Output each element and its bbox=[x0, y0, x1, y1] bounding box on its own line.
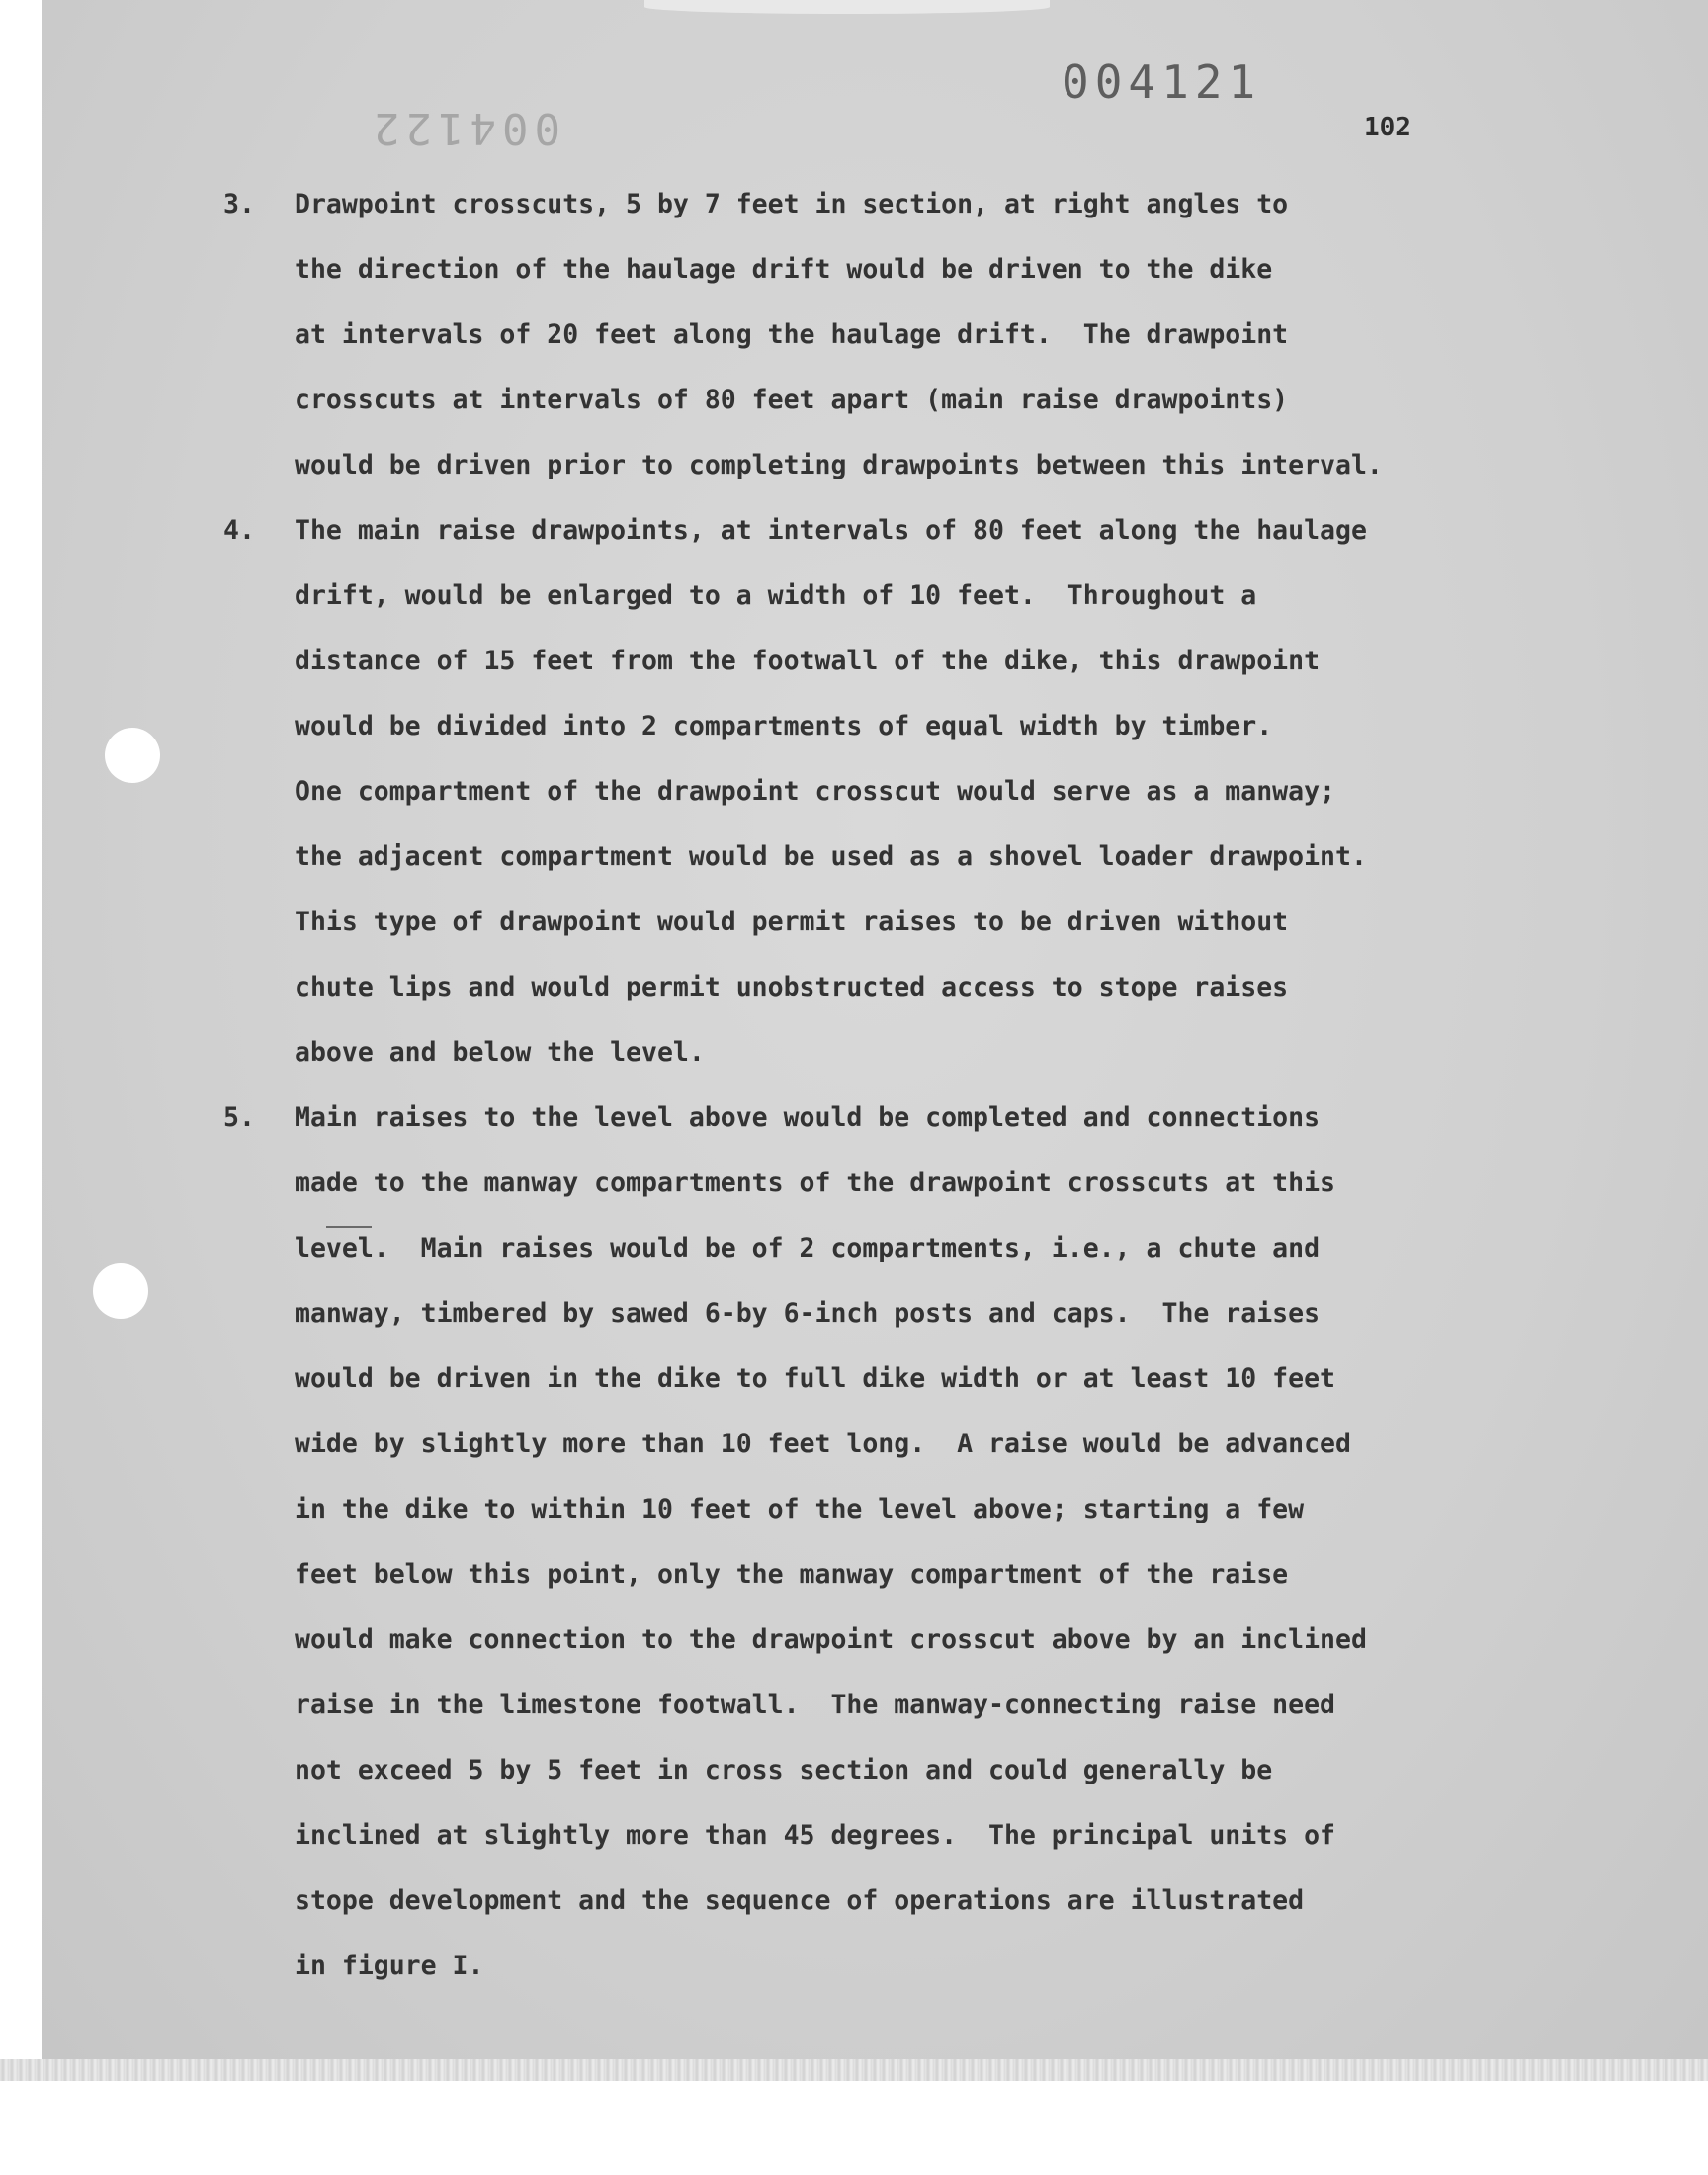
list-item-3 bbox=[223, 172, 1530, 498]
document-body bbox=[223, 172, 1530, 1999]
text-line: Drawpoint crosscuts, 5 by 7 feet in section, at right angles to bbox=[295, 189, 1289, 219]
item-number: 5. bbox=[223, 1102, 255, 1133]
text-line: in figure I. bbox=[295, 1951, 484, 1981]
text-line: One compartment of the drawpoint crosscut would serve as a manway; bbox=[295, 776, 1335, 807]
punch-hole-top bbox=[105, 728, 160, 783]
document-number-stamp: 004121 bbox=[1062, 55, 1262, 109]
text-line: crosscuts at intervals of 80 feet apart (main raise drawpoints) bbox=[295, 385, 1289, 415]
text-line: raise in the limestone footwall. The manway-connecting raise need bbox=[295, 1690, 1335, 1720]
list-item-5 bbox=[223, 1086, 1530, 1999]
text-line: would be driven in the dike to full dike width or at least 10 feet bbox=[295, 1363, 1335, 1394]
list-item-4 bbox=[223, 498, 1530, 1086]
text-line: not exceed 5 by 5 feet in cross section and could generally be bbox=[295, 1755, 1273, 1785]
item-number: 3. bbox=[223, 189, 255, 219]
text-line: Main raises to the level above would be completed and connections bbox=[295, 1102, 1321, 1133]
old-document-number-stamp: 004122 bbox=[368, 103, 560, 153]
text-line: in the dike to within 10 feet of the level above; starting a few bbox=[295, 1494, 1305, 1524]
text-line: distance of 15 feet from the footwall of the dike, this drawpoint bbox=[295, 646, 1321, 676]
text-line: wide by slightly more than 10 feet long. A raise would be advanced bbox=[295, 1429, 1351, 1459]
text-line: would be divided into 2 compartments of equal width by timber. bbox=[295, 711, 1273, 741]
page-number: 102 bbox=[1364, 113, 1410, 142]
item-number: 4. bbox=[223, 515, 255, 546]
text-line: stope development and the sequence of operations are illustrated bbox=[295, 1885, 1305, 1916]
text-line: inclined at slightly more than 45 degrees. The principal units of bbox=[295, 1820, 1335, 1851]
text-line: feet below this point, only the manway compartment of the raise bbox=[295, 1559, 1289, 1590]
text-line: made to the manway compartments of the drawpoint crosscuts at this bbox=[295, 1168, 1335, 1198]
punch-hole-bottom bbox=[93, 1263, 148, 1319]
scan-edge-band bbox=[0, 2059, 1708, 2081]
text-line: at intervals of 20 feet along the haulage drift. The drawpoint bbox=[295, 319, 1289, 350]
text-line: chute lips and would permit unobstructed access to stope raises bbox=[295, 972, 1289, 1002]
text-line: would be driven prior to completing drawpoints between this interval. bbox=[295, 450, 1383, 480]
text-line: The main raise drawpoints, at intervals of 80 feet along the haulage bbox=[295, 515, 1367, 546]
text-line: the adjacent compartment would be used as a shovel loader drawpoint. bbox=[295, 841, 1367, 872]
torn-edge bbox=[644, 0, 1050, 14]
text-line: above and below the level. bbox=[295, 1037, 705, 1068]
text-line: level. Main raises would be of 2 compartments, i.e., a chute and bbox=[295, 1233, 1321, 1263]
text-line: would make connection to the drawpoint crosscut above by an inclined bbox=[295, 1624, 1367, 1655]
text-line: manway, timbered by sawed 6-by 6-inch posts and caps. The raises bbox=[295, 1298, 1321, 1329]
text-line: the direction of the haulage drift would be driven to the dike bbox=[295, 254, 1273, 285]
text-line: This type of drawpoint would permit raises to be driven without bbox=[295, 907, 1289, 937]
text-line: drift, would be enlarged to a width of 10 feet. Throughout a bbox=[295, 580, 1257, 611]
